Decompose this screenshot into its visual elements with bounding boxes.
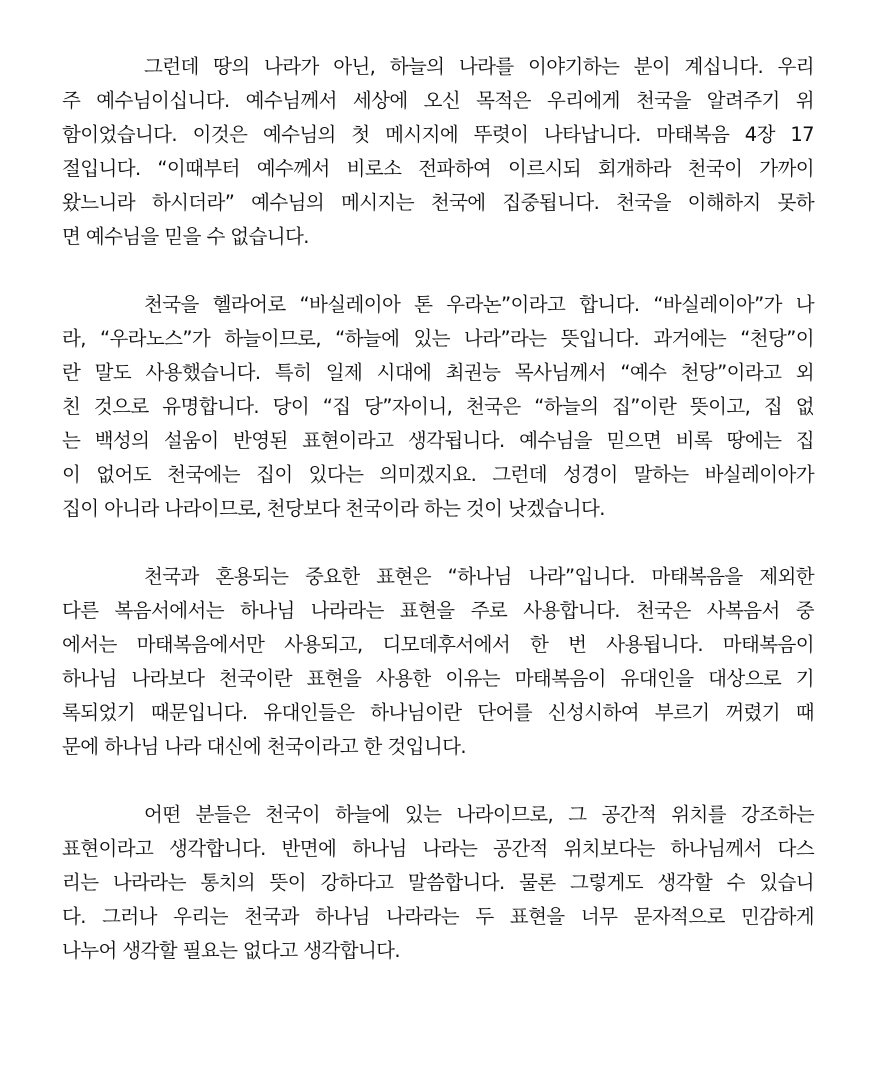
text-line: 다른 복음서에서는 하나님 나라라는 표현을 주로 사용합니다. 천국은 사복음서 중 <box>62 599 814 622</box>
text-line: 표현이라고 생각합니다. 반면에 하나님 나라는 공간적 위치보다는 하나님께서 다스 <box>62 837 814 860</box>
text-line: 라, “우라노스”가 하늘이므로, “하늘에 있는 나라”라는 뜻입니다. 과거에는 “천당”이 <box>62 327 814 350</box>
paragraph-2 <box>62 288 814 526</box>
text-line: 이 없어도 천국에는 집이 있다는 의미겠지요. 그런데 성경이 말하는 바실레이아가 <box>62 463 814 486</box>
text-line: 면 예수님을 믿을 수 없습니다. <box>62 225 309 248</box>
text-line: 문에 하나님 나라 대신에 천국이라고 한 것입니다. <box>62 735 466 758</box>
text-line: 에서는 마태복음에서만 사용되고, 디모데후서에서 한 번 사용됩니다. 마태복음이 <box>62 633 814 656</box>
text-line: 어떤 분들은 천국이 하늘에 있는 나라이므로, 그 공간적 위치를 강조하는 <box>144 803 814 826</box>
text-line: 리는 나라라는 통치의 뜻이 강하다고 말씀합니다. 물론 그렇게도 생각할 수 있습니 <box>62 871 814 894</box>
text-line: 란 말도 사용했습니다. 특히 일제 시대에 최권능 목사님께서 “예수 천당”이라고 외 <box>62 361 814 384</box>
text-line: 절입니다. “이때부터 예수께서 비로소 전파하여 이르시되 회개하라 천국이 가까이 <box>62 157 814 180</box>
text-line: 천국을 헬라어로 “바실레이아 톤 우라논”이라고 합니다. “바실레이아”가 나 <box>144 293 814 316</box>
text-line: 집이 아니라 나라이므로, 천당보다 천국이라 하는 것이 낫겠습니다. <box>62 497 605 520</box>
text-line: 친 것으로 유명합니다. 당이 “집 당”자이니, 천국은 “하늘의 집”이란 뜻이고, 집 없 <box>62 395 814 418</box>
text-line: 천국과 혼용되는 중요한 표현은 “하나님 나라”입니다. 마태복음을 제외한 <box>144 565 814 588</box>
text-line: 주 예수님이십니다. 예수님께서 세상에 오신 목적은 우리에게 천국을 알려주기 위 <box>62 89 814 112</box>
text-line: 그런데 땅의 나라가 아닌, 하늘의 나라를 이야기하는 분이 계십니다. 우리 <box>144 55 814 78</box>
text-line: 다. 그러나 우리는 천국과 하나님 나라라는 두 표현을 너무 문자적으로 민감하게 <box>62 905 814 928</box>
paragraph-3 <box>62 560 814 764</box>
text-line: 는 백성의 설움이 반영된 표현이라고 생각됩니다. 예수님을 믿으면 비록 땅에는 집 <box>62 429 814 452</box>
text-line: 왔느니라 하시더라” 예수님의 메시지는 천국에 집중됩니다. 천국을 이해하지 못하 <box>62 191 814 214</box>
text-line: 함이었습니다. 이것은 예수님의 첫 메시지에 뚜렷이 나타납니다. 마태복음 4장 17 <box>62 123 814 146</box>
text-line: 록되었기 때문입니다. 유대인들은 하나님이란 단어를 신성시하여 부르기 꺼렸기 때 <box>62 701 814 724</box>
paragraph-1 <box>62 50 814 254</box>
text-line: 나누어 생각할 필요는 없다고 생각합니다. <box>62 939 401 962</box>
text-line: 하나님 나라보다 천국이란 표현을 사용한 이유는 마태복음이 유대인을 대상으로 기 <box>62 667 814 690</box>
paragraph-4 <box>62 798 814 968</box>
document-page <box>62 50 814 1002</box>
